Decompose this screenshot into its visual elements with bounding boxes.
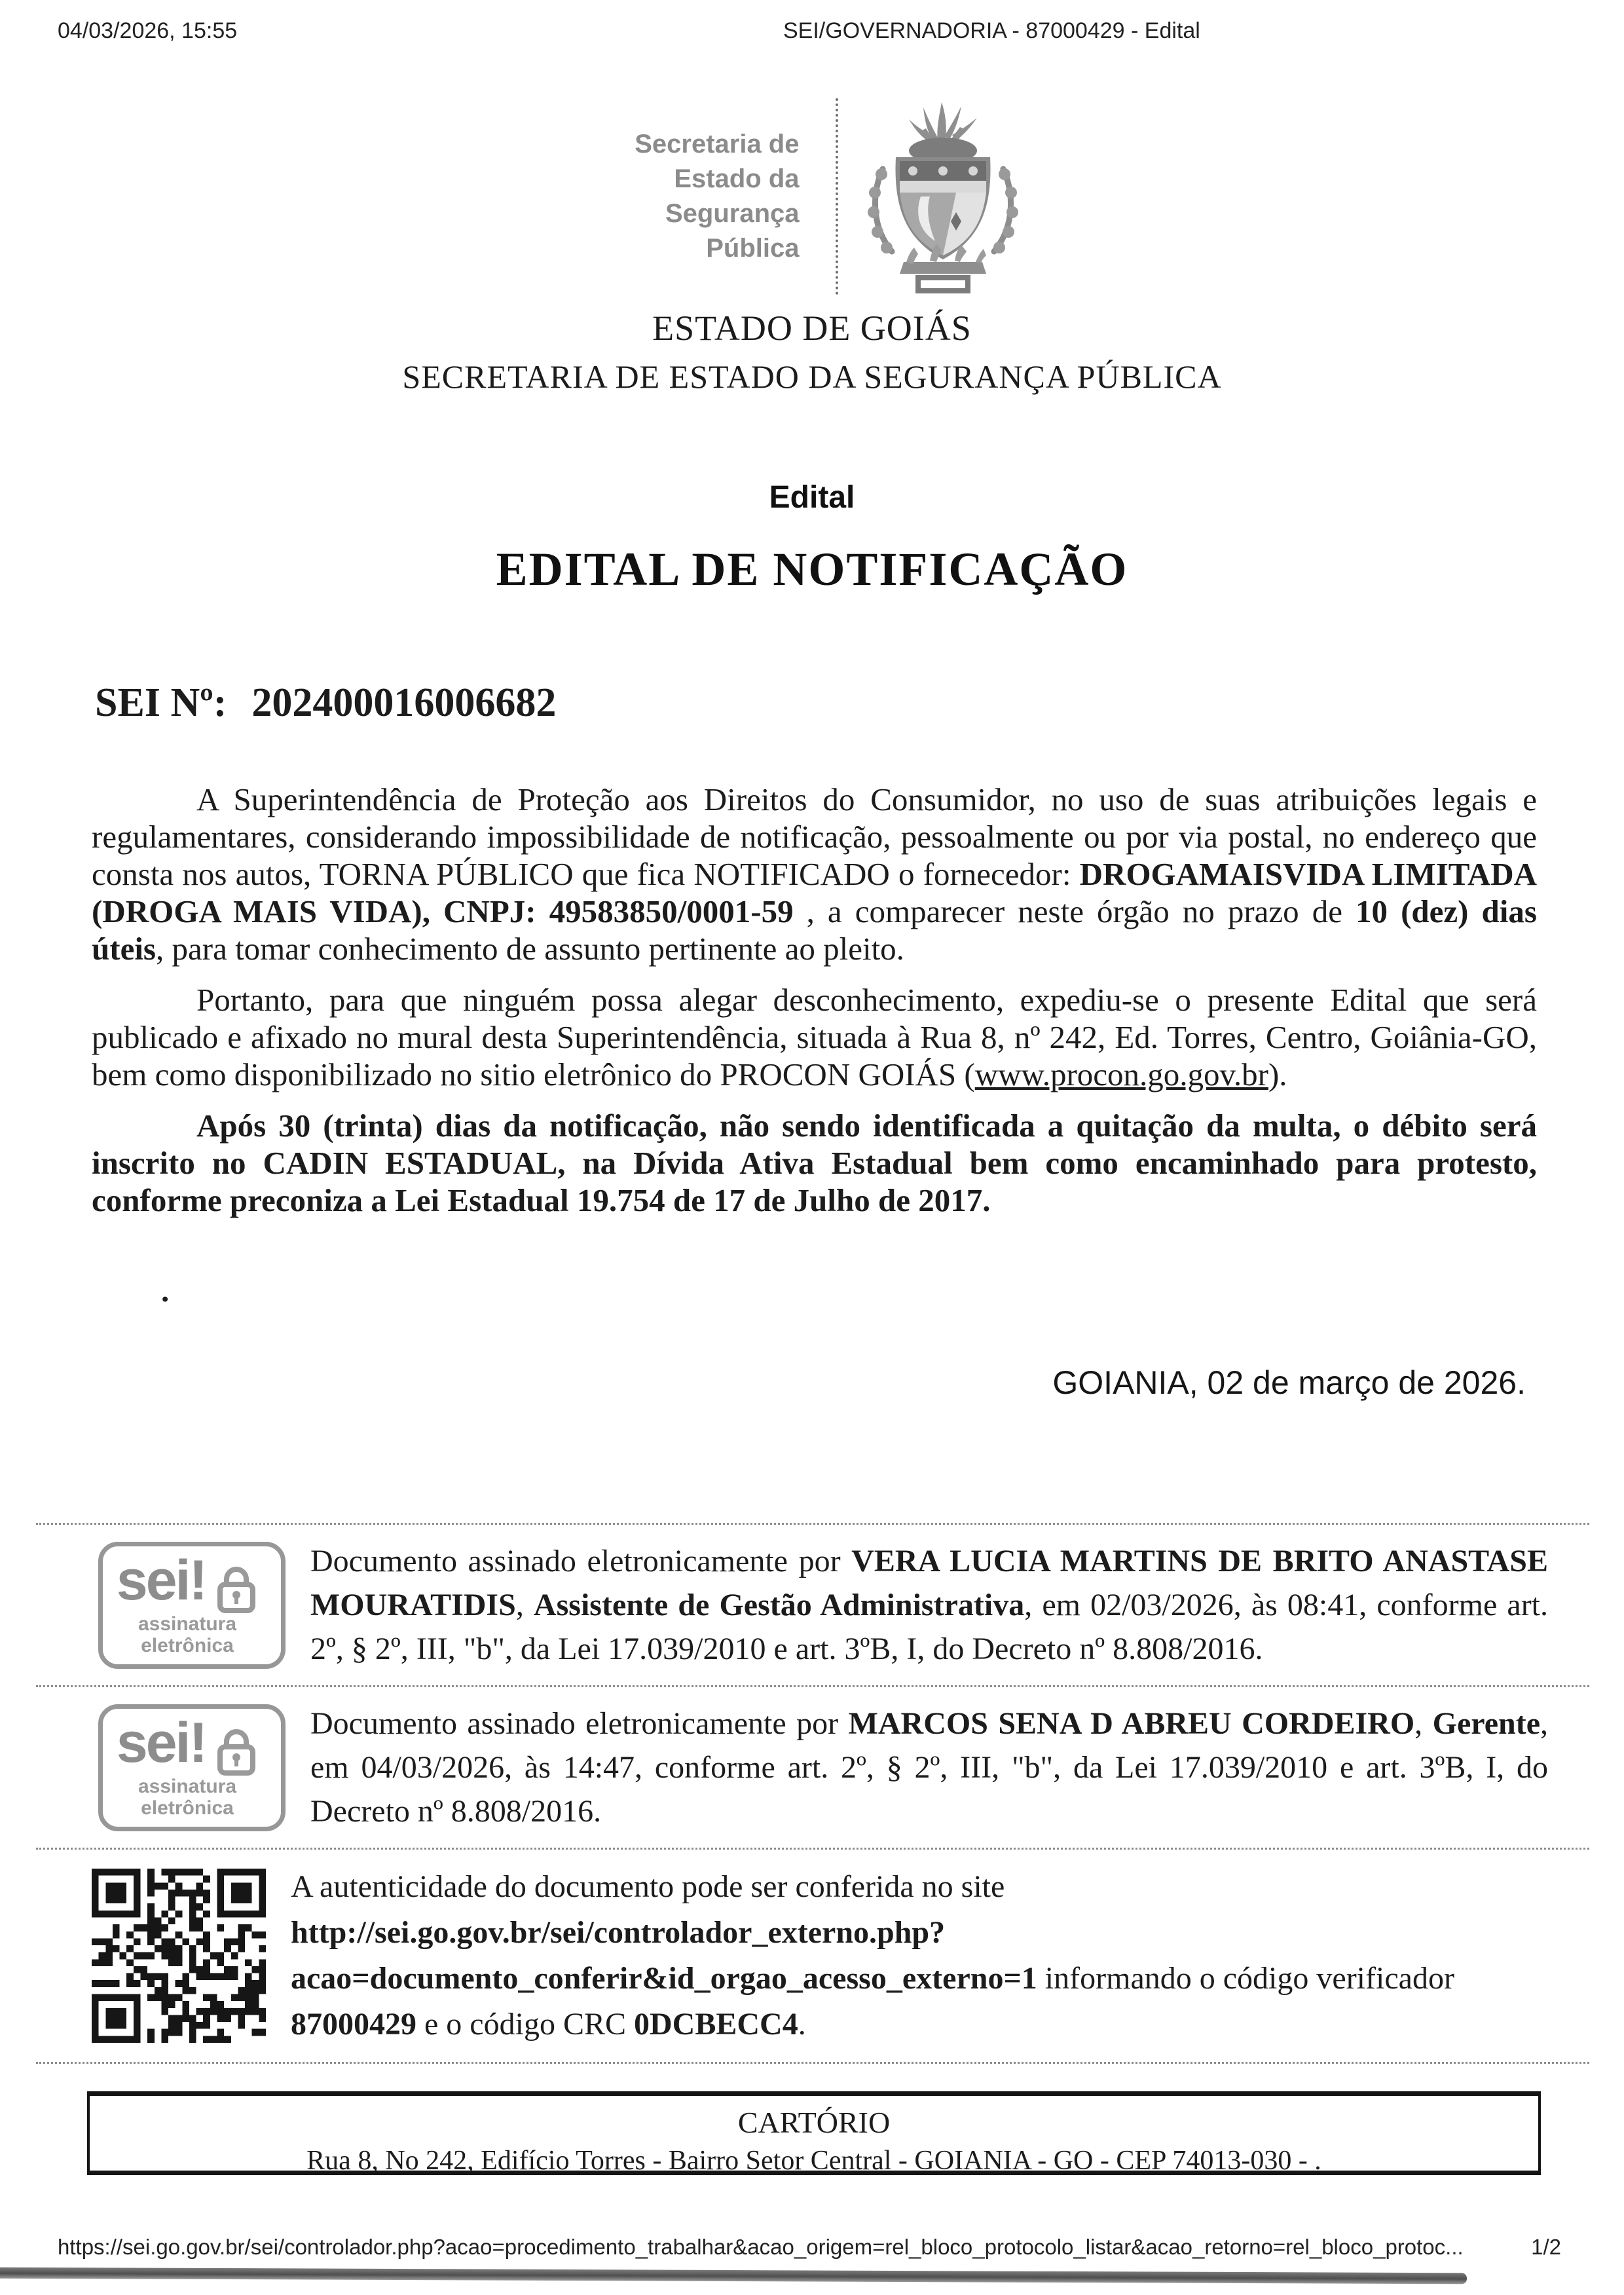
cartorio-address: Rua 8, No 242, Edifício Torres - Bairro Setor Central - GOIANIA - GO - CEP 74013-030 - . bbox=[306, 2146, 1321, 2176]
agency-name: Secretaria de Estado da Segurança Pública bbox=[635, 130, 800, 263]
text-run: DROGAMAISVIDA LIMITADA (DROGA MAIS VIDA), CNPJ: 49583850/0001-59 bbox=[92, 856, 1537, 929]
state-line-1: ESTADO DE GOIÁS bbox=[652, 308, 972, 348]
text-run: Documento assinado eletronicamente por bbox=[310, 1544, 852, 1578]
sei-signature-stamp bbox=[98, 1704, 286, 1831]
signature-table bbox=[36, 1523, 1589, 2064]
text-run: 0DCBECC4 bbox=[634, 2007, 798, 2042]
letterhead bbox=[0, 92, 1624, 301]
page-title: EDITAL DE NOTIFICAÇÃO bbox=[496, 543, 1128, 595]
text-run: , bbox=[515, 1588, 534, 1622]
text-run: , bbox=[1414, 1706, 1433, 1741]
text-run: 87000429 bbox=[291, 2007, 416, 2042]
paragraph-notification bbox=[92, 781, 1537, 967]
cartorio-box bbox=[87, 2091, 1541, 2175]
print-header bbox=[58, 18, 1566, 47]
print-footer bbox=[58, 2235, 1561, 2260]
scanner-shadow-artifact bbox=[0, 2267, 1467, 2285]
print-doc-ref: SEI/GOVERNADORIA - 87000429 - Edital bbox=[783, 18, 1200, 43]
text-run: Portanto, para que ninguém possa alegar desconhecimento, expediu-se o presente Edital que será publicado e afixado no mural desta Superintendência, situada à Rua 8, nº 242, Ed. Torres, Centro, Goiânia-GO, bem como disponibilizado no sitio eletrônico do PROCON GOIÁS ( bbox=[92, 982, 1537, 1092]
link[interactable]: www.procon.go.gov.br bbox=[974, 1056, 1268, 1092]
text-run: , para tomar conhecimento de assunto pertinente ao pleito. bbox=[156, 931, 904, 967]
stamp-caption bbox=[112, 1613, 263, 1656]
text-run: A autenticidade do documento pode ser conferida no site bbox=[291, 1869, 1005, 1904]
sei-number-label: SEI Nº: bbox=[95, 681, 227, 725]
text-run: A Superintendência de Proteção aos Direitos do Consumidor, no uso de suas atribuições legais e regulamentares, considerando impossibilidade de notificação, pessoalmente ou por via postal, no endereço que consta nos autos, TORNA PÚBLICO que fica NOTIFICADO o fornecedor: bbox=[92, 781, 1537, 892]
text-run: 10 (dez) dias úteis bbox=[92, 893, 1537, 967]
text-run: e o código CRC bbox=[416, 2007, 634, 2042]
text-run: Documento assinado eletronicamente por bbox=[310, 1706, 849, 1741]
signature-text-1 bbox=[310, 1539, 1548, 1671]
text-run: , a comparecer neste órgão no prazo de bbox=[806, 893, 1356, 929]
sei-signature-stamp bbox=[98, 1542, 286, 1669]
sei-number-value: 202400016006682 bbox=[251, 681, 557, 725]
stamp-word-2: eletrônica bbox=[141, 1634, 234, 1656]
padlock-icon bbox=[216, 1565, 257, 1613]
text-run: , em 02/03/2026, às 08:41, conforme art. 2º, § 2º, III, "b", da Lei 17.039/2010 e art. 3ºB, I, do Decreto nº 8.808/2016. bbox=[310, 1588, 1549, 1666]
cartorio-title: CARTÓRIO bbox=[737, 2106, 891, 2139]
text-run: . bbox=[798, 2007, 806, 2042]
footer-url: https://sei.go.gov.br/sei/controlador.php?acao=procedimento_trabalhar&acao_origem=rel_bloco_protocolo_listar&acao_retorno=rel_bloco_protoc... bbox=[58, 2235, 1464, 2259]
stamp-word-1: assinatura bbox=[138, 1775, 237, 1797]
text-run: acao=documento_conferir&id_orgao_acesso_externo=1 bbox=[291, 1961, 1037, 1996]
doc-kind-title: Edital bbox=[769, 480, 855, 515]
letterhead-divider bbox=[836, 98, 838, 295]
text-run: informando o código verificador bbox=[1037, 1961, 1454, 1996]
verification-text bbox=[291, 1864, 1528, 2047]
text-run: Após 30 (trinta) dias da notificação, não sendo identificada a quitação da multa, o débito será inscrito no CADIN ESTADUAL, na Dívida Ativa Estadual bem como encaminhado para protesto, conforme preconiza a Lei Estadual 19.754 de 17 de Julho de 2017. bbox=[92, 1108, 1537, 1218]
signature-text-2 bbox=[310, 1702, 1548, 1833]
qr-code bbox=[92, 1869, 266, 2043]
sei-logo: sei! bbox=[116, 1711, 206, 1774]
verification-row bbox=[36, 1848, 1589, 2064]
stamp-word-2: eletrônica bbox=[141, 1797, 234, 1819]
print-datetime: 04/03/2026, 15:55 bbox=[58, 18, 238, 43]
state-line-2: SECRETARIA DE ESTADO DA SEGURANÇA PÚBLICA bbox=[402, 358, 1222, 395]
sei-logo: sei! bbox=[116, 1548, 206, 1612]
state-lines bbox=[0, 308, 1624, 396]
text-run: http://sei.go.gov.br/sei/controlador_externo.php? bbox=[291, 1915, 946, 1950]
date-line: GOIANIA, 02 de março de 2026. bbox=[1052, 1364, 1526, 1401]
body-text bbox=[92, 781, 1537, 1233]
paragraph-warning bbox=[92, 1107, 1537, 1219]
text-run: Gerente bbox=[1432, 1706, 1541, 1741]
text-run: , em 04/03/2026, às 14:47, conforme art. 2º, § 2º, III, "b", da Lei 17.039/2010 e art. 3ºB, I, do Decreto nº 8.808/2016. bbox=[310, 1706, 1549, 1829]
stray-dot: . bbox=[161, 1273, 170, 1309]
paragraph-publication bbox=[92, 981, 1537, 1093]
signature-row bbox=[36, 1523, 1589, 1685]
text-run: Assistente de Gestão Administrativa bbox=[533, 1588, 1025, 1622]
text-run: ). bbox=[1268, 1056, 1287, 1092]
text-run: MARCOS SENA D ABREU CORDEIRO bbox=[848, 1706, 1415, 1741]
text-run: VERA LUCIA MARTINS DE BRITO ANASTASE MOURATIDIS bbox=[310, 1544, 1548, 1622]
sei-number-line bbox=[95, 680, 556, 726]
stamp-caption bbox=[112, 1776, 263, 1819]
footer-page-number: 1/2 bbox=[1531, 2235, 1561, 2259]
goias-coat-of-arms-icon bbox=[858, 97, 1028, 297]
stamp-word-1: assinatura bbox=[138, 1613, 237, 1635]
signature-row bbox=[36, 1685, 1589, 1848]
padlock-icon bbox=[216, 1727, 257, 1776]
